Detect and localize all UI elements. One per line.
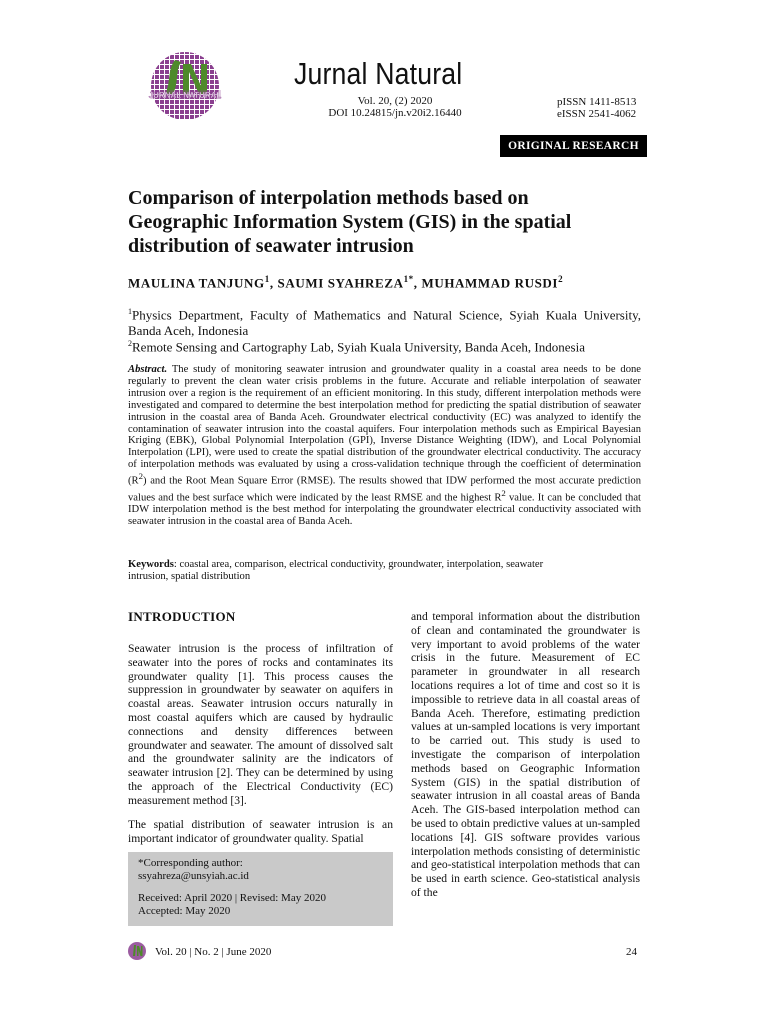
corresponding-label: *Corresponding author: [138,857,243,869]
article-type-badge: ORIGINAL RESEARCH [500,135,647,157]
abstract-text: value. It can be concluded that IDW interpolation method is the best method for interpolating the groundwater electrical conductivity associated with seawater intrusion in the coastal area of Banda Aceh. [128,492,641,527]
paper-title [128,186,648,258]
title-line: Geographic Information System (GIS) in the spatial [128,211,572,233]
keywords [128,559,548,583]
author-list [128,274,563,291]
issn-block [557,96,636,120]
logo-text: JURNAL NATURAL [148,91,222,100]
author-name: MAULINA TANJUNG [128,275,265,291]
volume-doi [300,95,490,119]
author-affil-mark: 2 [558,274,564,284]
title-line: distribution of seawater intrusion [128,235,414,257]
superscript: 2 [501,487,506,498]
affiliation-1 [128,304,641,339]
author-affil-mark: 1* [403,274,414,284]
author-separator: , [269,275,278,291]
title-line: Comparison of interpolation methods based on [128,187,529,209]
keywords-text: : coastal area, comparison, electrical conductivity, groundwater, interpolation, seawater intrusion, spatial distribution [128,559,544,582]
author-name: SAUMI SYAHREZA [277,275,404,291]
author-affil-mark: 1 [264,274,270,284]
abstract-text: The study of monitoring seawater intrusion and groundwater quality in a coastal area needs to be done regularly to prevent the clean water crisis problems in the future. Accurate and reliable interpolation of seawater intrusion over a region is the requirement of an efficient monitoring. In this study, different interpolation methods were investigated and compared to determine the best interpolation method for predicting the spatial distribution of seawater intrusion in the coastal area of Banda Aceh. Groundwater electrical conductivity (EC) was analyzed to identify the contamination of seawater intrusion into the coastal aquifers. Four interpolation methods such as Empirical Bayesian Kriging (EBK), Global Polynomial Interpolation (GPI), Inverse Distance Weighting (IDW), and Local Polynomial Interpolation (LPI), were used to create the spatial distribution of the groundwater electrical conductivity. The accuracy of interpolation methods was evaluated by using a cross-validation technique through the coefficient of determination (R [128,364,641,487]
author-separator: , [413,275,422,291]
received-dates: Received: April 2020 | Revised: May 2020 [138,892,326,904]
abstract [128,364,641,528]
intro-paragraph: The spatial distribution of seawater intrusion is an important indicator of groundwater quality. Spatial [128,818,393,845]
page-number: 24 [626,946,637,958]
affiliation-2 [128,336,641,355]
journal-title: Jurnal Natural [294,56,463,91]
author-name: MUHAMMAD RUSDI [421,275,559,291]
footer-logo-icon [127,941,147,961]
affil-mark: 2 [128,339,132,348]
keywords-label: Keywords [128,559,174,570]
eissn: eISSN 2541-4062 [557,108,637,120]
affil-text: Physics Department, Faculty of Mathematics and Natural Science, Syiah Kuala University, Banda Aceh, Indonesia [128,307,641,339]
abstract-label: Abstract. [128,364,168,375]
superscript: 2 [138,471,144,482]
intro-right-column: and temporal information about the distribution of clean and contaminated the groundwater is very important to avoid problems of the water crisis in the future. Measurement of EC parameter in groundwater in all research locations requires a lot of time and cost so it is impossible to retrieve data in all coastal areas of Banda Aceh. Therefore, estimating prediction values at un-sampled locations is very important to be carried out. This study is used to investigate the comparison of interpolation methods based on Geographic Information System (GIS) in the spatial distribution of seawater intrusion in all coastal areas of Banda Aceh. The GIS-based interpolation method can be used to obtain predictive values at un-sampled locations [4]. GIS software provides various interpolation methods consisting of deterministic and geo-statistical interpolation methods that can be used in earth science. Geo-statistical analysis of the [411,610,640,899]
corresponding-email[interactable]: ssyahreza@unsyiah.ac.id [138,870,249,882]
section-heading-introduction: INTRODUCTION [128,609,236,624]
accepted-date: Accepted: May 2020 [138,905,231,917]
pissn: pISSN 1411-8513 [557,96,637,108]
intro-paragraph: Seawater intrusion is the process of infiltration of seawater into the pores of rocks and contaminates its groundwater quality [1]. This process causes the suppression in groundwater by seawater on aquifers in coastal areas. Seawater intrusion occurs naturally in most coastal aquifers which are caused by hydraulic connections and density differences between groundwater and seawater. The amount of dissolved salt and the groundwater salinity are the indicators of seawater intrusion [2]. They can be determined by using the approach of the Electrical Conductivity (EC) measurement method [3]. [128,642,393,807]
doi-line: DOI 10.24815/jn.v20i2.16440 [328,107,462,119]
affil-mark: 1 [128,307,132,316]
footer-issue: Vol. 20 | No. 2 | June 2020 [155,946,272,958]
journal-logo [145,50,227,122]
volume-line: Vol. 20, (2) 2020 [357,95,433,107]
affil-text: Remote Sensing and Cartography Lab, Syiah Kuala University, Banda Aceh, Indonesia [132,339,585,355]
abstract-text: ) and the Root Mean Square Error (RMSE). The results showed that IDW performed the most accurate prediction values and the best surface which were indicated by the least RMSE and the highest R [128,475,641,504]
